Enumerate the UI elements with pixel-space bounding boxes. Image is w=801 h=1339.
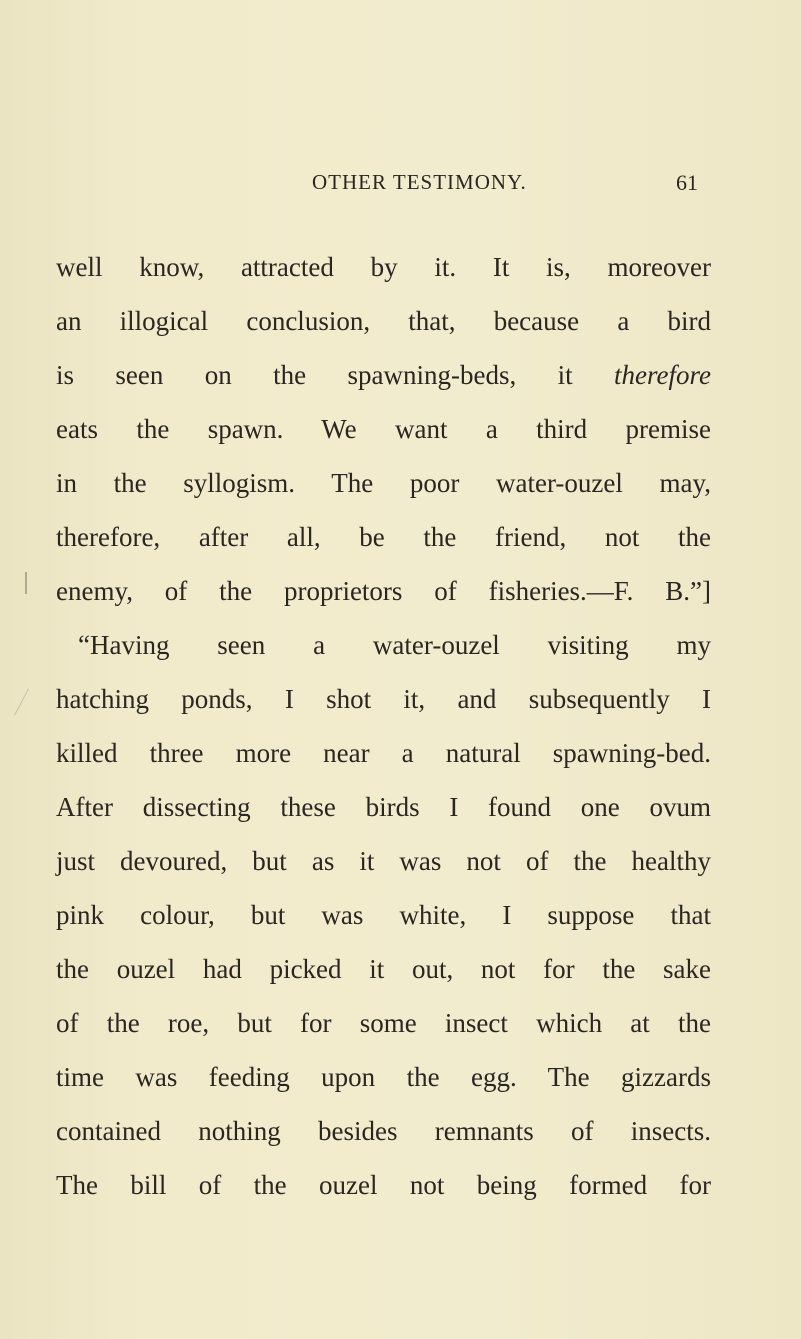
text-line: therefore, after all, be the friend, not the: [56, 522, 711, 552]
paragraph-first-line: “Having seen a water-ouzel visiting my: [78, 630, 711, 660]
text-line: [56, 355, 711, 395]
text-line: enemy, of the proprietors of fisheries.—F. B.”]: [56, 576, 711, 606]
text-line: time was feeding upon the egg. The gizzards: [56, 1062, 711, 1092]
text-line: pink colour, but was white, I suppose that: [56, 900, 711, 930]
text-line: just devoured, but as it was not of the healthy: [56, 846, 711, 876]
text-line: well know, attracted by it. It is, moreover: [56, 252, 711, 282]
text-line: contained nothing besides remnants of insects.: [56, 1116, 711, 1146]
text-line: The bill of the ouzel not being formed for: [56, 1170, 711, 1200]
text-line: of the roe, but for some insect which at the: [56, 1008, 711, 1038]
text-line: in the syllogism. The poor water-ouzel may,: [56, 468, 711, 498]
text-line: an illogical conclusion, that, because a bird: [56, 306, 711, 336]
text-line: the ouzel had picked it out, not for the sake: [56, 954, 711, 984]
text-line: After dissecting these birds I found one ovum: [56, 792, 711, 822]
running-title: OTHER TESTIMONY.: [312, 170, 527, 194]
margin-mark: [25, 572, 27, 594]
text-line: killed three more near a natural spawning-bed.: [56, 738, 711, 768]
text-line-segment: is seen on the spawning-beds, it: [56, 360, 573, 390]
margin-mark: [14, 689, 29, 716]
page-number: 61: [676, 170, 698, 195]
text-line: eats the spawn. We want a third premise: [56, 414, 711, 444]
italic-word: therefore: [614, 360, 711, 390]
running-header: [0, 170, 801, 210]
text-line: hatching ponds, I shot it, and subsequently I: [56, 684, 711, 714]
